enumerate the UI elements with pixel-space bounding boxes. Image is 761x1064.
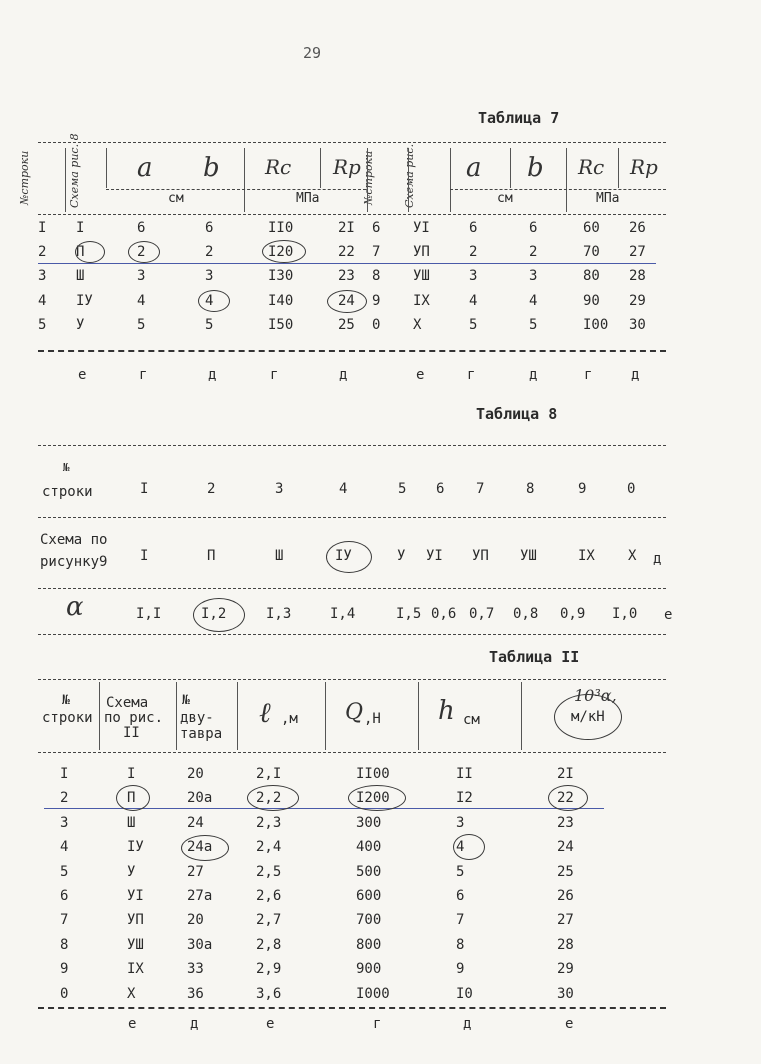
- table7-unit-rule: [106, 189, 366, 190]
- table11-cell: 3,6: [256, 986, 282, 1002]
- table8-row1-cell: 3: [275, 481, 284, 497]
- table7-sep: [450, 148, 451, 212]
- table11-cell: УI: [127, 888, 144, 904]
- table7-cell: I: [76, 220, 85, 236]
- table11-sep: [325, 682, 326, 750]
- table11-hdr-no: №: [62, 693, 70, 708]
- table7-cell: 25: [338, 317, 355, 333]
- table8-row1-cell: 5: [398, 481, 407, 497]
- table7-letter: д: [631, 367, 640, 383]
- table11-cell: 2: [60, 790, 69, 806]
- table7-unit-mpa-2: МПа: [596, 191, 620, 206]
- table8-row3-letter: е: [664, 607, 673, 623]
- table11-cell: 9: [456, 961, 465, 977]
- table7-cell: IX: [413, 293, 430, 309]
- table11-letter: е: [565, 1016, 574, 1032]
- table8-row3-cell: I,4: [330, 606, 356, 622]
- table7-cell: 6: [137, 220, 146, 236]
- table11-hdr-last-a: 10³α,: [574, 686, 617, 705]
- table8-row1-cell: 9: [578, 481, 587, 497]
- table11-cell: 20: [187, 912, 204, 928]
- table11-cell: 2,I: [256, 766, 282, 782]
- circle-mark: [75, 241, 105, 263]
- table11-cell: 2,2: [256, 790, 282, 806]
- table7-sep: [65, 148, 66, 212]
- table11-header-rule: [38, 752, 666, 753]
- table7-cell: IУ: [76, 293, 93, 309]
- table7-cell: 5: [529, 317, 538, 333]
- table11-cell: 29: [557, 961, 574, 977]
- table7-cell: УШ: [413, 268, 430, 284]
- table7-sep: [510, 148, 511, 188]
- table8-title: Таблица 8: [476, 405, 558, 423]
- table8-row3-cell: I,I: [136, 606, 162, 622]
- table8-rule-2: [38, 517, 666, 518]
- table7-cell: 90: [583, 293, 600, 309]
- table8-row2-label-a: Схема по: [40, 532, 108, 548]
- table11-cell: 3: [60, 815, 69, 831]
- circle-mark: [198, 290, 230, 312]
- table11-title: Таблица II: [489, 648, 580, 666]
- table7-cell: 29: [629, 293, 646, 309]
- table11-cell: П: [127, 790, 136, 806]
- table7-unit-mpa: МПа: [296, 191, 320, 206]
- table11-cell: 3: [456, 815, 465, 831]
- table7-letter: д: [208, 367, 217, 383]
- table11-cell: 24а: [187, 839, 213, 855]
- table11-cell: 28: [557, 937, 574, 953]
- table11-sep: [99, 682, 100, 750]
- circle-mark: [128, 241, 160, 263]
- table11-cell: I000: [356, 986, 390, 1002]
- table7-sep: [618, 148, 619, 188]
- table11-cell: IУ: [127, 839, 144, 855]
- table11-cell: УП: [127, 912, 144, 928]
- table8-row2-cell: IX: [578, 548, 595, 564]
- table11-cell: 800: [356, 937, 382, 953]
- table8-row2-cell: УI: [426, 548, 443, 564]
- table8-row2-cell: УШ: [520, 548, 537, 564]
- table7-cell: 2: [205, 244, 214, 260]
- circle-mark: [327, 290, 367, 313]
- table11-cell: 8: [60, 937, 69, 953]
- table7-cell: 2: [529, 244, 538, 260]
- table8-row2-cell: IУ: [335, 548, 352, 564]
- table11-cell: 6: [60, 888, 69, 904]
- table7-cell: 5: [469, 317, 478, 333]
- table7-cell: 3: [529, 268, 538, 284]
- page-number: 29: [303, 44, 322, 62]
- table8-row2-cell: П: [207, 548, 216, 564]
- circle-mark: [181, 835, 229, 861]
- table11-cell: 2,5: [256, 864, 282, 880]
- table8-row3-cell: 0,6: [431, 606, 457, 622]
- table11-cell: 2I: [557, 766, 574, 782]
- table8-row1-cell: 7: [476, 481, 485, 497]
- table7-letter: г: [467, 367, 476, 383]
- table7-hdr-a-2: a: [466, 153, 482, 183]
- table8-row3-cell: I,5: [396, 606, 422, 622]
- table7-cell: 4: [205, 293, 214, 309]
- table11-cell: 4: [60, 839, 69, 855]
- table11-cell: 33: [187, 961, 204, 977]
- table7-cell: I00: [583, 317, 609, 333]
- table8-rule-4: [38, 634, 666, 635]
- circle-mark: [453, 834, 485, 860]
- table7-hdr-b: b: [203, 153, 220, 183]
- table7-cell: 4: [137, 293, 146, 309]
- table8-row3-cell: I,2: [201, 606, 227, 622]
- table11-cell: I2: [456, 790, 473, 806]
- table8-row3-cell: 0,8: [513, 606, 539, 622]
- table7-cell: I: [38, 220, 47, 236]
- table7-letter: г: [584, 367, 593, 383]
- table7-hdr-row-no: №строки: [18, 150, 31, 205]
- table8-row1-label-no: №: [63, 461, 70, 474]
- table11-sep: [237, 682, 238, 750]
- table7-letter: д: [529, 367, 538, 383]
- table8-rule-1: [38, 445, 666, 446]
- table11-hdr-last-circle: [554, 694, 622, 740]
- table11-top-rule: [38, 679, 666, 680]
- table11-cell: 600: [356, 888, 382, 904]
- circle-mark: [348, 785, 406, 811]
- table11-hdr-q-unit: ,Н: [364, 711, 381, 727]
- table8-row3-cell: I,0: [612, 606, 638, 622]
- table8-row1-cell: 2: [207, 481, 216, 497]
- circle-mark: [116, 785, 150, 811]
- table7-cell: 7: [372, 244, 381, 260]
- table11-cell: II00: [356, 766, 390, 782]
- table7-cell: 2: [137, 244, 146, 260]
- table7-cell: 0: [372, 317, 381, 333]
- table7-sep: [244, 148, 245, 212]
- table7-highlight-line: [38, 263, 656, 264]
- table11-cell: 700: [356, 912, 382, 928]
- table11-cell: 2,4: [256, 839, 282, 855]
- table7-cell: УI: [413, 220, 430, 236]
- table11-cell: У: [127, 864, 136, 880]
- table11-hdr-scheme-b: по рис.: [104, 710, 164, 726]
- table11-cell: I: [127, 766, 136, 782]
- table7-hdr-rp-2: Rp: [630, 155, 658, 179]
- table7-cell: 3: [469, 268, 478, 284]
- table11-cell: УШ: [127, 937, 144, 953]
- table7-hdr-a: a: [137, 153, 153, 183]
- table11-cell: 2,9: [256, 961, 282, 977]
- table7-hdr-scheme-2: Схема рис.: [403, 143, 416, 208]
- table8-row1-cell: 8: [526, 481, 535, 497]
- table7-top-rule: [38, 142, 666, 143]
- table7-title: Таблица 7: [478, 109, 560, 127]
- table11-cell: 2,7: [256, 912, 282, 928]
- table11-cell: II: [456, 766, 473, 782]
- table7-letter: д: [339, 367, 348, 383]
- circle-mark: [247, 785, 299, 811]
- table11-hdr-beam-c: тавра: [180, 726, 223, 742]
- table7-hdr-rp: Rp: [333, 155, 361, 179]
- table8-row2-cell: X: [628, 548, 637, 564]
- circle-mark: [193, 598, 245, 632]
- table7-unit-cm: см: [168, 191, 184, 206]
- table11-sep: [176, 682, 177, 750]
- table11-sep: [418, 682, 419, 750]
- table11-cell: 9: [60, 961, 69, 977]
- table11-cell: 0: [60, 986, 69, 1002]
- table11-cell: Ш: [127, 815, 136, 831]
- table11-hdr-l-symbol: ℓ: [259, 696, 271, 729]
- circle-mark: [548, 785, 588, 811]
- table7-cell: 3: [38, 268, 47, 284]
- table11-hdr-scheme-a: Схема: [106, 695, 149, 711]
- table8-alpha-label: α: [66, 592, 84, 622]
- table11-cell: 8: [456, 937, 465, 953]
- circle-mark: [326, 541, 372, 573]
- table11-cell: X: [127, 986, 136, 1002]
- table7-cell: П: [76, 244, 85, 260]
- table11-letter: д: [463, 1016, 472, 1032]
- table7-sep: [566, 148, 567, 212]
- table7-cell: 8: [372, 268, 381, 284]
- table11-cell: 30а: [187, 937, 213, 953]
- table11-sep: [521, 682, 522, 750]
- table8-row2-cell: У: [397, 548, 406, 564]
- table7-cell: 4: [529, 293, 538, 309]
- table7-cell: I40: [268, 293, 294, 309]
- table11-cell: 27а: [187, 888, 213, 904]
- table7-letter: г: [139, 367, 148, 383]
- table7-unit-rule-2: [450, 189, 666, 190]
- table8-row2-label-b: рисунку9: [40, 554, 108, 570]
- table8-row2-letter: д: [653, 551, 662, 567]
- table11-cell: 4: [456, 839, 465, 855]
- table7-hdr-row-no-2: №строки: [362, 150, 375, 205]
- table11-hdr-row: строки: [42, 710, 93, 726]
- table11-bottom-rule: [38, 1007, 666, 1009]
- table7-cell: 6: [205, 220, 214, 236]
- table7-header-rule: [38, 214, 666, 215]
- table11-hdr-last-b: м/кН: [571, 709, 605, 725]
- table7-cell: 26: [629, 220, 646, 236]
- table7-hdr-rc: Rc: [265, 155, 292, 179]
- table11-cell: 6: [456, 888, 465, 904]
- table7-cell: 3: [205, 268, 214, 284]
- table11-cell: 20: [187, 766, 204, 782]
- table7-cell: 2: [38, 244, 47, 260]
- table11-cell: 2,8: [256, 937, 282, 953]
- table11-cell: 900: [356, 961, 382, 977]
- table7-cell: 70: [583, 244, 600, 260]
- table7-cell: 27: [629, 244, 646, 260]
- table11-cell: 27: [557, 912, 574, 928]
- table11-cell: I200: [356, 790, 390, 806]
- table11-cell: 2,6: [256, 888, 282, 904]
- table7-letter: е: [78, 367, 87, 383]
- table11-cell: 7: [456, 912, 465, 928]
- table7-unit-cm-2: см: [497, 191, 513, 206]
- table11-cell: 24: [557, 839, 574, 855]
- table8-row3-cell: I,3: [266, 606, 292, 622]
- table8-row3-cell: 0,7: [469, 606, 495, 622]
- table11-hdr-l-unit: ,м: [281, 711, 298, 727]
- circle-mark: [262, 240, 306, 263]
- table11-cell: 23: [557, 815, 574, 831]
- table8-row1-cell: I: [140, 481, 149, 497]
- table11-hdr-h-unit: см: [463, 712, 480, 728]
- table7-sep: [320, 148, 321, 188]
- table8-row1-cell: 6: [436, 481, 445, 497]
- table7-cell: I50: [268, 317, 294, 333]
- table11-hdr-beam-b: дву-: [180, 710, 214, 726]
- table7-cell: 80: [583, 268, 600, 284]
- table7-bottom-rule: [38, 350, 666, 352]
- table7-cell: Ш: [76, 268, 85, 284]
- table7-sep: [408, 148, 409, 212]
- table11-cell: 27: [187, 864, 204, 880]
- table7-cell: 23: [338, 268, 355, 284]
- table7-cell: 3: [137, 268, 146, 284]
- table11-cell: 500: [356, 864, 382, 880]
- table8-row2-cell: УП: [472, 548, 489, 564]
- table11-cell: 400: [356, 839, 382, 855]
- table8-rule-3: [38, 588, 666, 589]
- table8-row3-cell: 0,9: [560, 606, 586, 622]
- table7-letter: г: [270, 367, 279, 383]
- table11-hdr-scheme-c: II: [123, 725, 140, 741]
- table7-cell: 5: [205, 317, 214, 333]
- table11-letter: е: [266, 1016, 275, 1032]
- table11-hdr-q-symbol: Q: [345, 700, 364, 725]
- table7-cell: 9: [372, 293, 381, 309]
- table8-row1-cell: 4: [339, 481, 348, 497]
- table7-cell: 2: [469, 244, 478, 260]
- table7-cell: 6: [469, 220, 478, 236]
- table7-cell: I30: [268, 268, 294, 284]
- table7-cell: У: [76, 317, 85, 333]
- table8-row2-cell: Ш: [275, 548, 284, 564]
- table11-cell: 30: [557, 986, 574, 1002]
- table7-hdr-b-2: b: [527, 153, 544, 183]
- table7-cell: 60: [583, 220, 600, 236]
- table7-cell: 6: [372, 220, 381, 236]
- table11-cell: 22: [557, 790, 574, 806]
- table7-sep: [367, 148, 368, 212]
- table7-hdr-rc-2: Rc: [578, 155, 605, 179]
- table7-cell: 4: [469, 293, 478, 309]
- table7-cell: 5: [38, 317, 47, 333]
- table7-cell: 4: [38, 293, 47, 309]
- table11-cell: I0: [456, 986, 473, 1002]
- table11-letter: г: [373, 1016, 382, 1032]
- table7-cell: 30: [629, 317, 646, 333]
- table7-cell: 28: [629, 268, 646, 284]
- table7-letter: е: [416, 367, 425, 383]
- table7-cell: 6: [529, 220, 538, 236]
- table11-hdr-h-symbol: h: [438, 696, 455, 726]
- table7-cell: I20: [268, 244, 294, 260]
- table11-cell: 2,3: [256, 815, 282, 831]
- table7-hdr-scheme: Схема рис. 8: [68, 133, 81, 208]
- table11-letter: д: [190, 1016, 199, 1032]
- table11-cell: 26: [557, 888, 574, 904]
- table7-cell: 2I: [338, 220, 355, 236]
- table8-row1-cell: 0: [627, 481, 636, 497]
- table7-cell: 22: [338, 244, 355, 260]
- table11-cell: I: [60, 766, 69, 782]
- table11-cell: 5: [456, 864, 465, 880]
- table7-cell: 24: [338, 293, 355, 309]
- table11-cell: 25: [557, 864, 574, 880]
- table7-cell: УП: [413, 244, 430, 260]
- table11-letter: е: [128, 1016, 137, 1032]
- table7-sep: [106, 148, 107, 188]
- table11-cell: IX: [127, 961, 144, 977]
- table8-row2-cell: I: [140, 548, 149, 564]
- table11-cell: 24: [187, 815, 204, 831]
- table7-cell: II0: [268, 220, 294, 236]
- table8-row1-label: строки: [42, 484, 93, 500]
- table11-hdr-beam-no: №: [182, 693, 190, 708]
- table11-cell: 36: [187, 986, 204, 1002]
- table11-cell: 7: [60, 912, 69, 928]
- table11-cell: 20а: [187, 790, 213, 806]
- table11-cell: 300: [356, 815, 382, 831]
- table7-cell: X: [413, 317, 422, 333]
- table11-cell: 5: [60, 864, 69, 880]
- table7-cell: 5: [137, 317, 146, 333]
